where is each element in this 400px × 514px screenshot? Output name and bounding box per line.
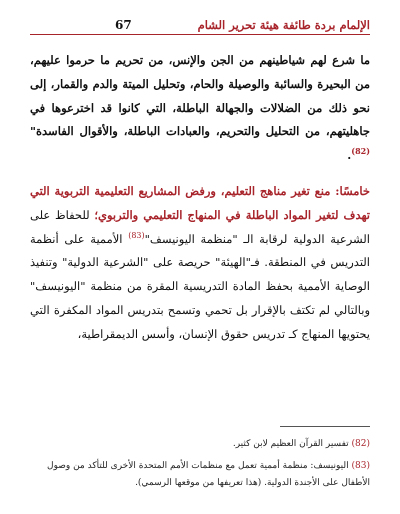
page-number: 67 [115,18,132,32]
quote-end: . [347,148,352,163]
footnote-number: (82) [351,439,370,449]
footnote-ref-83[interactable]: (83) [128,230,145,240]
footnotes [30,436,370,497]
footnote-separator [280,426,370,427]
point-heading: خامسًا: منع تغير مناهج التعليم، ورفض المشاريع التعليمية التربوية التي تهدف لتغير المواد الباطلة في المنهاج التعليمي والتربوي؛ [30,183,370,222]
paragraph-fifth-point [30,180,370,347]
footnote-83 [30,458,370,492]
running-header [30,10,370,32]
footnote-text: تفسير القرآن العظيم لابن كثير. [232,439,349,449]
point-text-a: للحفاظ على الشرعية الدولية لرقابة الـ "منظمة اليونيسف" [30,207,371,246]
paragraph-quote [30,49,370,168]
header-rule [30,34,370,35]
quote-text: ما شرع لهم شياطينهم من الجن والإنس، من تحريم ما حرموا عليهم، من البحيرة والسائبة والوصيلة والحام، وتحليل الميتة والدم والقمار، إلى نحو ذلك من الضلالات والجهالة الباطلة، التي كانوا قد اخترعوها في جاهليتهم، من التحليل والتحريم، والعبادات الباطلة، والأقوال الفاسدة" [30,53,370,139]
header-title: الإلمام بردة طائفة هيئة تحرير الشام [197,18,370,32]
footnote-text: اليونيسف: منظمة أممية تعمل مع منظمات الأمم المتحدة الأخرى للتأكد من وصول الأطفال على الأجندة الدولية. (هذا تعريفها من موقعها الرسمي). [47,461,370,488]
point-text-b: الأممية على أنظمة التدريس في المنطقة. فـ"الهيئة" حريصة على "الشرعية الدولية" وتنفيذ الوصاية الأممية بحفظ المادة التدريسية المقرة من منظمة "اليونيسف" وبالتالي لم تكتف بالإقرار بل تحمي وتسمح بتدريس المواد المكفرة التي يحتويها المنهاج كـ تدريس حقوق الإنسان، وأسس الديمقراطية، [30,231,370,341]
body-text [30,49,370,347]
footnote-number: (83) [351,461,370,471]
footnote-ref-82[interactable]: (82) [351,146,370,157]
footnote-82 [30,436,370,453]
